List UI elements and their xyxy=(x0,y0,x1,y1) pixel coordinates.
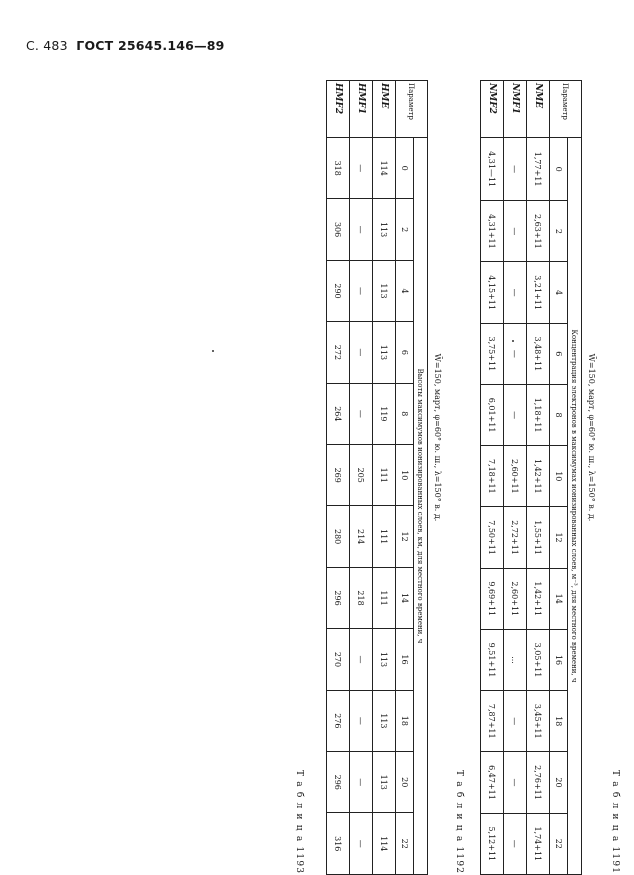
value-cell: — xyxy=(350,813,373,875)
hour-header: 20 xyxy=(550,752,568,813)
param-name: NMF2 xyxy=(481,81,504,138)
value-cell: — xyxy=(350,752,373,813)
value-cell: — xyxy=(504,262,527,323)
value-cell: 316 xyxy=(327,813,350,875)
value-cell: 9,69+11 xyxy=(481,568,504,629)
value-cell: 9,51+11 xyxy=(481,629,504,690)
value-cell: 2,60+11 xyxy=(504,446,527,507)
value-cell: 290 xyxy=(327,260,350,321)
value-cell: 3,75+11 xyxy=(481,323,504,384)
hour-header: 2 xyxy=(550,201,568,262)
table-row xyxy=(327,81,350,875)
hour-header: 10 xyxy=(396,445,414,506)
table-row xyxy=(504,81,527,875)
value-cell: 280 xyxy=(327,506,350,567)
param-name: HME xyxy=(373,81,396,138)
value-cell: 113 xyxy=(373,322,396,383)
table-1192-caption: Высоты максимумов ионизированных слоев, км, для местного времени, ч xyxy=(414,138,428,875)
page-number: С. 483 xyxy=(26,38,68,53)
value-cell: 1,55+11 xyxy=(527,507,550,568)
value-cell: 111 xyxy=(373,445,396,506)
value-cell: 6,01+11 xyxy=(481,384,504,445)
value-cell: — xyxy=(350,260,373,321)
param-name: HMF1 xyxy=(350,81,373,138)
value-cell: 2,63+11 xyxy=(527,201,550,262)
hour-header: 12 xyxy=(396,506,414,567)
table-1191-condition: W̄=150, март, φ=60° ю. ш., λ=150° в. д. xyxy=(587,353,596,522)
value-cell: — xyxy=(504,138,527,201)
value-cell: 5,12+11 xyxy=(481,813,504,874)
value-cell: — xyxy=(350,138,373,199)
value-cell: — xyxy=(504,323,527,384)
param-name: NME xyxy=(527,81,550,138)
hour-header: 10 xyxy=(550,446,568,507)
value-cell: 2,76+11 xyxy=(527,752,550,813)
table-1191 xyxy=(480,80,582,875)
value-cell: 264 xyxy=(327,383,350,444)
hour-header: 6 xyxy=(550,323,568,384)
hour-header: 22 xyxy=(550,813,568,874)
value-cell: 1,42+11 xyxy=(527,568,550,629)
value-cell: — xyxy=(350,322,373,383)
speck xyxy=(512,340,514,342)
value-cell: 3,21+11 xyxy=(527,262,550,323)
table-row xyxy=(481,81,504,875)
value-cell: 205 xyxy=(350,445,373,506)
value-cell: ... xyxy=(504,629,527,690)
value-cell: 4,15+11 xyxy=(481,262,504,323)
value-cell: — xyxy=(350,383,373,444)
table-row xyxy=(373,81,396,875)
hour-header: 8 xyxy=(550,384,568,445)
value-cell: — xyxy=(350,629,373,690)
table-1192 xyxy=(326,80,428,875)
param-header: Параметр xyxy=(396,81,428,138)
param-header: Параметр xyxy=(550,81,582,138)
value-cell: 4,31+11 xyxy=(481,201,504,262)
value-cell: 306 xyxy=(327,199,350,260)
value-cell: 276 xyxy=(327,690,350,751)
hour-header: 0 xyxy=(550,138,568,201)
value-cell: — xyxy=(504,384,527,445)
table-1192-condition: W̄=150, март, φ=60° ю. ш., λ=150° в. д. xyxy=(433,353,442,522)
table-1191-caption: Концентрация электронов в максимумах ионизированных слоев, м⁻³, для местного времени, ч xyxy=(568,138,582,875)
value-cell: — xyxy=(504,201,527,262)
value-cell: 2,72+11 xyxy=(504,507,527,568)
value-cell: 3,45+11 xyxy=(527,691,550,752)
value-cell: 1,77+11 xyxy=(527,138,550,201)
speck xyxy=(212,350,214,352)
value-cell: 7,50+11 xyxy=(481,507,504,568)
value-cell: 218 xyxy=(350,567,373,628)
hour-header: 20 xyxy=(396,752,414,813)
hour-header: 2 xyxy=(396,199,414,260)
hour-header: 18 xyxy=(550,691,568,752)
value-cell: 1,18+11 xyxy=(527,384,550,445)
value-cell: 214 xyxy=(350,506,373,567)
value-cell: 1,42+11 xyxy=(527,446,550,507)
value-cell: 272 xyxy=(327,322,350,383)
value-cell: 114 xyxy=(373,813,396,875)
value-cell: 2,60+11 xyxy=(504,568,527,629)
hour-header: 12 xyxy=(550,507,568,568)
hour-header: 8 xyxy=(396,383,414,444)
table-1192-number: Т а б л и ц а 1192 xyxy=(454,770,464,875)
param-name: HMF2 xyxy=(327,81,350,138)
hour-header: 22 xyxy=(396,813,414,875)
value-cell: 111 xyxy=(373,567,396,628)
value-cell: 113 xyxy=(373,690,396,751)
standard-title: ГОСТ 25645.146—89 xyxy=(76,38,225,53)
value-cell: 3,05+11 xyxy=(527,629,550,690)
value-cell: 7,87+11 xyxy=(481,691,504,752)
value-cell: — xyxy=(504,752,527,813)
value-cell: 3,48+11 xyxy=(527,323,550,384)
param-name: NMF1 xyxy=(504,81,527,138)
table-1193-number: Т а б л и ц а 1193 xyxy=(294,770,304,875)
table-row xyxy=(350,81,373,875)
hour-header: 16 xyxy=(396,629,414,690)
value-cell: 7,18+11 xyxy=(481,446,504,507)
value-cell: — xyxy=(350,199,373,260)
value-cell: 6,47+11 xyxy=(481,752,504,813)
value-cell: 113 xyxy=(373,199,396,260)
hours-row xyxy=(550,81,568,875)
value-cell: 113 xyxy=(373,629,396,690)
value-cell: 4,31—11 xyxy=(481,138,504,201)
value-cell: — xyxy=(350,690,373,751)
hour-header: 18 xyxy=(396,690,414,751)
value-cell: — xyxy=(504,813,527,874)
hour-header: 0 xyxy=(396,138,414,199)
table-1191-number: Т а б л и ц а 1191 xyxy=(610,770,620,875)
value-cell: 111 xyxy=(373,506,396,567)
value-cell: 1,74+11 xyxy=(527,813,550,874)
value-cell: 113 xyxy=(373,260,396,321)
value-cell: 114 xyxy=(373,138,396,199)
hour-header: 4 xyxy=(396,260,414,321)
table-row xyxy=(527,81,550,875)
hour-header: 4 xyxy=(550,262,568,323)
hours-row xyxy=(396,81,414,875)
value-cell: 296 xyxy=(327,752,350,813)
value-cell: 296 xyxy=(327,567,350,628)
hour-header: 14 xyxy=(550,568,568,629)
value-cell: 270 xyxy=(327,629,350,690)
value-cell: 113 xyxy=(373,752,396,813)
hour-header: 6 xyxy=(396,322,414,383)
hour-header: 14 xyxy=(396,567,414,628)
value-cell: 318 xyxy=(327,138,350,199)
value-cell: 269 xyxy=(327,445,350,506)
hour-header: 16 xyxy=(550,629,568,690)
value-cell: — xyxy=(504,691,527,752)
value-cell: 119 xyxy=(373,383,396,444)
